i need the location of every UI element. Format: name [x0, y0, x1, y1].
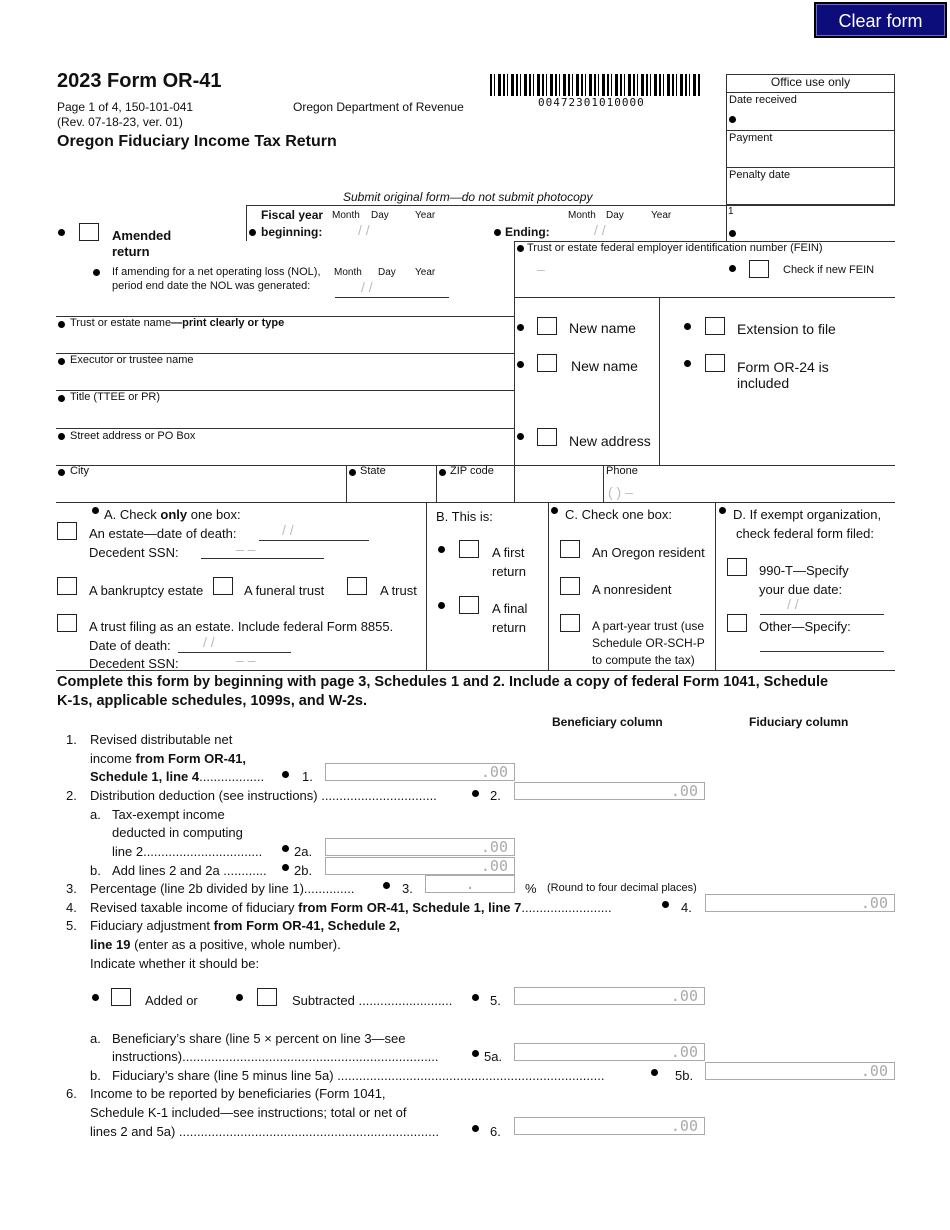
amended-return-label: return [112, 244, 150, 259]
line5a-text-2: instructions)....................................................................... [112, 1049, 439, 1064]
subtracted-label: Subtracted .......................... [292, 993, 453, 1008]
end-day-label: Day [606, 210, 624, 221]
date-of-death-input[interactable]: / / [203, 634, 215, 650]
penalty-date-label: Penalty date [729, 169, 791, 181]
line4-input[interactable]: .00 [705, 894, 895, 912]
line1-text-b: income from Form OR-41, [90, 751, 247, 766]
end-year-label: Year [651, 210, 672, 221]
line1-text-c: Schedule 1, line 4.................. [90, 769, 265, 784]
trust-checkbox[interactable] [347, 577, 367, 595]
t990-label-1: 990-T—Specify [759, 563, 849, 578]
or24-label-2: included [737, 375, 790, 391]
line5a-num: a. [90, 1031, 101, 1046]
final-return-checkbox[interactable] [459, 596, 479, 614]
trust-label: A trust [380, 583, 417, 598]
ending-label: Ending: [505, 225, 550, 239]
page-info: Page 1 of 4, 150-101-041 [57, 100, 194, 114]
phone-input[interactable]: ( ) – [608, 484, 633, 500]
line1-num: 1. [66, 732, 77, 747]
decedent-ssn-label: Decedent SSN: [89, 545, 179, 560]
phone-label: Phone [606, 465, 638, 477]
line2b-text: Add lines 2 and 2a ............ [112, 863, 267, 878]
line2-num: 2. [66, 788, 77, 803]
line3-percent: % [525, 881, 537, 896]
section-a-head: A. Check only one box: [104, 507, 241, 522]
barcode-number: 00472301010000 [538, 96, 645, 109]
t990-checkbox[interactable] [727, 558, 747, 576]
line4-tag: 4. [681, 900, 692, 915]
revision: (Rev. 07-18-23, ver. 01) [57, 115, 183, 129]
t990-label-2: your due date: [759, 582, 843, 597]
line5-input[interactable]: .00 [514, 987, 705, 1005]
line5b-text: Fiduciary’s share (line 5 minus line 5a) .......................................................................... [112, 1068, 605, 1083]
line2b-num: b. [90, 863, 101, 878]
other-checkbox[interactable] [727, 614, 747, 632]
new-name-2-label: New name [571, 358, 638, 374]
trust-estate-checkbox[interactable] [57, 614, 77, 632]
line2a-text-2: deducted in computing [112, 825, 243, 840]
other-label: Other—Specify: [759, 619, 851, 634]
trust-estate-label: A trust filing as an estate. Include federal Form 8855. [89, 619, 394, 634]
clear-form-button[interactable]: Clear form [814, 2, 947, 38]
decedent-ssn2-input[interactable]: – – [236, 652, 256, 668]
line3-round: (Round to four decimal places) [547, 882, 697, 894]
form-title: 2023 Form OR-41 [57, 70, 222, 92]
line3-text: Percentage (line 2b divided by line 1).............. [90, 881, 355, 896]
line2a-num: a. [90, 807, 101, 822]
line2a-text-3: line 2................................. [112, 844, 263, 859]
end-month-label: Month [568, 210, 596, 221]
line2b-input[interactable]: .00 [325, 857, 515, 875]
line5-tag: 5. [490, 993, 501, 1008]
partyear-label-1: A part-year trust (use [592, 619, 705, 633]
nol-line1: If amending for a net operating loss (NOL), [112, 266, 321, 278]
line1-input[interactable]: .00 [325, 763, 515, 781]
new-address-checkbox[interactable] [537, 428, 557, 446]
line5a-input[interactable]: .00 [514, 1043, 705, 1061]
bankruptcy-checkbox[interactable] [57, 577, 77, 595]
funeral-label: A funeral trust [244, 583, 325, 598]
end-date-input[interactable]: / / [594, 222, 606, 238]
street-label: Street address or PO Box [70, 430, 196, 442]
extension-checkbox[interactable] [705, 317, 725, 335]
fein-input[interactable]: – [537, 261, 545, 277]
line5a-tag: 5a. [484, 1049, 503, 1064]
line6-text-2: Schedule K-1 included—see instructions; total or net of [90, 1105, 407, 1120]
line1-tag: 1. [302, 769, 313, 784]
return-title: Oregon Fiduciary Income Tax Return [57, 133, 337, 150]
zip-label: ZIP code [450, 465, 494, 477]
final-return-label-1: A final [492, 601, 528, 616]
nol-year-label: Year [415, 267, 436, 278]
line5-text-a: Fiduciary adjustment from Form OR-41, Schedule 2, [90, 918, 400, 933]
estate-checkbox[interactable] [57, 522, 77, 540]
oregon-resident-checkbox[interactable] [560, 540, 580, 558]
fiscal-year-label: Fiscal year [261, 208, 324, 222]
line1-text-a: Revised distributable net [90, 732, 233, 747]
agency: Oregon Department of Revenue [293, 100, 464, 114]
nol-date-input[interactable]: / / [361, 279, 373, 295]
first-return-checkbox[interactable] [459, 540, 479, 558]
line6-num: 6. [66, 1086, 77, 1101]
line2b-tag: 2b. [294, 863, 313, 878]
line6-tag: 6. [490, 1124, 501, 1139]
instructions-2: K-1s, applicable schedules, 1099s, and W-2s. [57, 693, 367, 709]
line2-tag: 2. [490, 788, 501, 803]
line2-input[interactable]: .00 [514, 782, 705, 800]
extension-label: Extension to file [737, 321, 836, 337]
office-use-title: Office use only [770, 75, 851, 89]
fein-label: Trust or estate federal employer identification number (FEIN) [527, 242, 823, 254]
first-return-label-1: A first [492, 545, 525, 560]
partyear-label-2: Schedule OR-SCH-P [592, 636, 705, 650]
submit-note: Submit original form—do not submit photocopy [343, 190, 593, 204]
payment-label: Payment [729, 132, 773, 144]
line4-num: 4. [66, 900, 77, 915]
line2a-input[interactable]: .00 [325, 838, 515, 856]
line3-num: 3. [66, 881, 77, 896]
line5b-input[interactable]: .00 [705, 1062, 895, 1080]
decedent-ssn-input[interactable]: – – [236, 541, 256, 557]
final-return-label-2: return [492, 620, 526, 635]
section-b-head: B. This is: [436, 509, 493, 524]
executor-label: Executor or trustee name [70, 354, 194, 366]
office-one: 1 [728, 206, 734, 217]
fiduciary-column-header: Fiduciary column [749, 715, 849, 729]
new-fein-label: Check if new FEIN [783, 264, 875, 276]
or24-checkbox[interactable] [705, 354, 725, 372]
line6-text-1: Income to be reported by beneficiaries (Form 1041, [90, 1086, 386, 1101]
new-fein-checkbox[interactable] [749, 260, 769, 278]
begin-year-label: Year [415, 210, 436, 221]
section-c-head: C. Check one box: [565, 507, 672, 522]
added-checkbox[interactable] [111, 988, 131, 1006]
section-d-head-2: check federal form filed: [736, 526, 875, 541]
new-name-1-label: New name [569, 320, 636, 336]
decedent-ssn2-label: Decedent SSN: [89, 656, 179, 671]
first-return-label-2: return [492, 564, 526, 579]
partyear-checkbox[interactable] [560, 614, 580, 632]
beginning-label: beginning: [261, 225, 323, 239]
city-label: City [70, 465, 89, 477]
line5-text-b: line 19 (enter as a positive, whole number). [90, 937, 341, 952]
begin-date-input[interactable]: / / [358, 222, 370, 238]
line5-num: 5. [66, 918, 77, 933]
line2a-tag: 2a. [294, 844, 313, 859]
line2a-text-1: Tax-exempt income [112, 807, 225, 822]
line6-input[interactable]: .00 [514, 1117, 705, 1135]
nonresident-label: A nonresident [592, 582, 672, 597]
instructions-1: Complete this form by beginning with page 3, Schedules 1 and 2. Include a copy of federal Form 1041, Schedule [57, 674, 829, 690]
beneficiary-column-header: Beneficiary column [552, 715, 663, 729]
line3-input[interactable]: . [425, 875, 515, 893]
new-name-1-checkbox[interactable] [537, 317, 557, 335]
partyear-label-3: to compute the tax) [592, 653, 695, 667]
begin-day-label: Day [371, 210, 389, 221]
barcode [490, 74, 702, 96]
or24-label-1: Form OR-24 is [737, 359, 829, 375]
nol-month-label: Month [334, 267, 362, 278]
line5-text-c: Indicate whether it should be: [90, 956, 260, 971]
nonresident-checkbox[interactable] [560, 577, 580, 595]
amended-checkbox[interactable] [79, 223, 99, 241]
subtracted-checkbox[interactable] [257, 988, 277, 1006]
estate-death-label: An estate—date of death: [89, 526, 237, 541]
new-name-2-checkbox[interactable] [537, 354, 557, 372]
line6-text-3: lines 2 and 5a) ........................................................................ [90, 1124, 439, 1139]
line3-tag: 3. [402, 881, 413, 896]
t990-date-input[interactable]: / / [787, 596, 799, 612]
oregon-resident-label: An Oregon resident [592, 545, 705, 560]
nol-day-label: Day [378, 267, 396, 278]
line5b-num: b. [90, 1068, 101, 1083]
funeral-checkbox[interactable] [213, 577, 233, 595]
line5a-text-1: Beneficiary’s share (line 5 × percent on line 3—see [112, 1031, 406, 1046]
date-received-label: Date received [729, 94, 797, 106]
estate-death-input[interactable]: / / [282, 522, 294, 538]
amended-label: Amended [112, 228, 172, 243]
line5b-tag: 5b. [675, 1068, 694, 1083]
trust-name-label: Trust or estate name—print clearly or type [70, 317, 285, 329]
line2-text: Distribution deduction (see instructions) ................................ [90, 788, 437, 803]
state-label: State [360, 465, 386, 477]
date-of-death-label: Date of death: [89, 638, 171, 653]
new-address-label: New address [569, 433, 651, 449]
added-label: Added or [145, 993, 198, 1008]
title-label: Title (TTEE or PR) [70, 391, 161, 403]
section-d-head-1: D. If exempt organization, [733, 507, 882, 522]
bankruptcy-label: A bankruptcy estate [89, 583, 204, 598]
begin-month-label: Month [332, 210, 360, 221]
nol-line2: period end date the NOL was generated: [112, 280, 311, 292]
line4-text: Revised taxable income of fiduciary from Form OR-41, Schedule 1, line 7......................... [90, 900, 612, 915]
